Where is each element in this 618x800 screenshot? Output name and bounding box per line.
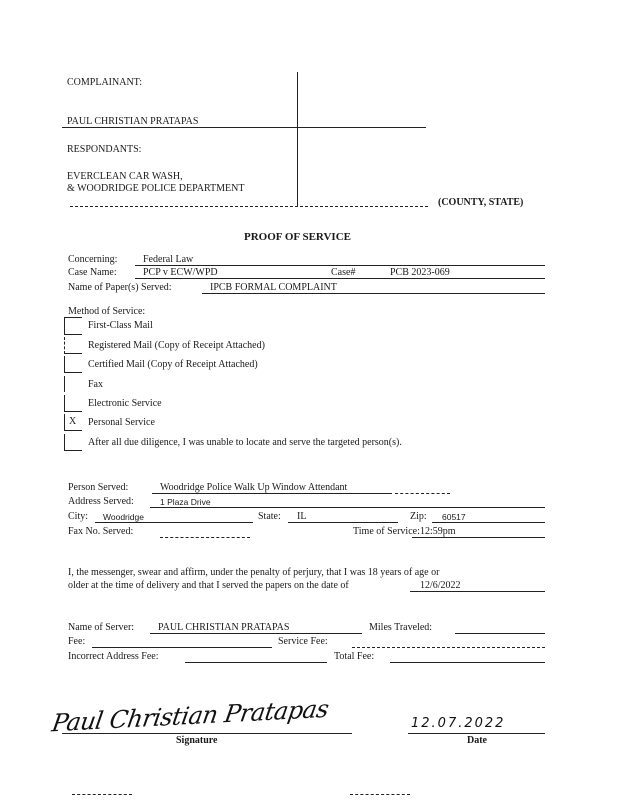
miles-traveled-line (455, 633, 545, 634)
concerning-value: Federal Law (143, 254, 194, 265)
service-date-value: 12/6/2022 (420, 580, 461, 591)
zip-line (432, 522, 545, 523)
page-title: PROOF OF SERVICE (244, 231, 351, 243)
method-checkbox-electronic[interactable] (64, 395, 82, 412)
caption-vertical-divider (297, 72, 298, 206)
address-served-line (150, 507, 545, 508)
case-number-label: Case# (331, 267, 356, 278)
server-name-line (150, 633, 362, 634)
concerning-label: Concerning: (68, 254, 118, 265)
method-option-certified: Certified Mail (Copy of Receipt Attached) (88, 359, 258, 370)
city-label: City: (68, 511, 89, 522)
miles-traveled-label: Miles Traveled: (369, 622, 433, 633)
incorrect-address-fee-label: Incorrect Address Fee: (68, 651, 159, 662)
case-name-label: Case Name: (68, 267, 117, 278)
complainant-divider (62, 127, 426, 128)
respondents-label: RESPONDANTS: (67, 144, 142, 155)
papers-served-value: IPCB FORMAL COMPLAINT (210, 282, 337, 293)
method-option-registered: Registered Mail (Copy of Receipt Attached) (88, 340, 265, 351)
incorrect-address-fee-line (185, 662, 327, 663)
signature-label: Signature (176, 735, 218, 746)
method-option-unable: After all due diligence, I was unable to locate and serve the targeted person(s). (88, 437, 402, 448)
affirmation-line-1: I, the messenger, swear and affirm, under the penalty of perjury, that I was 18 years of age or (68, 567, 440, 578)
footer-mark-left (72, 794, 132, 795)
affirmation-line-2: older at the time of delivery and that I served the papers on the date of (68, 580, 349, 591)
method-checkbox-certified[interactable] (64, 356, 82, 373)
zip-value: 60517 (442, 512, 466, 522)
handwritten-signature: Paul Christian Pratapas (49, 694, 331, 738)
method-option-personal: Personal Service (88, 417, 155, 428)
total-fee-line (390, 662, 545, 663)
respondent-line-1: EVERCLEAN CAR WASH, (67, 171, 183, 182)
county-state: (COUNTY, STATE) (438, 197, 524, 208)
method-checkbox-unable[interactable] (64, 434, 82, 451)
fax-served-label: Fax No. Served: (68, 526, 134, 537)
total-fee-label: Total Fee: (334, 651, 375, 662)
city-line (95, 522, 253, 523)
date-line (408, 733, 545, 734)
caption-bottom-line (70, 206, 428, 207)
method-option-electronic: Electronic Service (88, 398, 162, 409)
person-served-label: Person Served: (68, 482, 129, 493)
concerning-line (135, 265, 545, 266)
papers-served-line (202, 293, 545, 294)
respondent-line-2: & WOODRIDGE POLICE DEPARTMENT (67, 183, 245, 194)
state-label: State: (258, 511, 281, 522)
time-of-service-value: 12:59pm (420, 526, 456, 537)
fee-line (92, 647, 272, 648)
papers-served-label: Name of Paper(s) Served: (68, 282, 172, 293)
person-served-line (152, 493, 392, 494)
method-checkbox-first-class[interactable] (64, 317, 82, 335)
case-name-line (135, 278, 545, 279)
method-checkbox-personal[interactable] (64, 414, 82, 431)
method-checkbox-fax[interactable] (64, 376, 82, 392)
method-option-first-class: First-Class Mail (88, 320, 153, 331)
handwritten-date: 12.07.2022 (411, 716, 506, 731)
service-fee-line (352, 647, 545, 648)
case-number-value: PCB 2023-069 (390, 267, 450, 278)
time-of-service-line (412, 537, 545, 538)
service-date-line (410, 591, 545, 592)
state-line (288, 522, 398, 523)
fee-label: Fee: (68, 636, 86, 647)
method-mark-5: X (69, 416, 77, 427)
complainant-name: PAUL CHRISTIAN PRATAPAS (67, 116, 199, 127)
time-of-service-label: Time of Service: (353, 526, 420, 537)
method-label: Method of Service: (68, 306, 146, 317)
date-label: Date (467, 735, 487, 746)
server-name-label: Name of Server: (68, 622, 135, 633)
method-checkbox-registered[interactable] (64, 337, 82, 354)
person-served-line-tail (395, 493, 450, 494)
address-served-label: Address Served: (68, 496, 134, 507)
method-option-fax: Fax (88, 379, 103, 390)
complainant-label: COMPLAINANT: (67, 77, 143, 88)
fax-served-line (160, 537, 250, 538)
signature-line (62, 733, 352, 734)
address-served-value: 1 Plaza Drive (160, 497, 211, 507)
case-name-value: PCP v ECW/WPD (143, 267, 218, 278)
person-served-value: Woodridge Police Walk Up Window Attendant (160, 482, 348, 493)
footer-mark-right (350, 794, 410, 795)
zip-label: Zip: (410, 511, 427, 522)
server-name-value: PAUL CHRISTIAN PRATAPAS (158, 622, 290, 633)
service-fee-label: Service Fee: (278, 636, 328, 647)
city-value: Woodridge (103, 512, 144, 522)
state-value: IL (297, 511, 307, 522)
